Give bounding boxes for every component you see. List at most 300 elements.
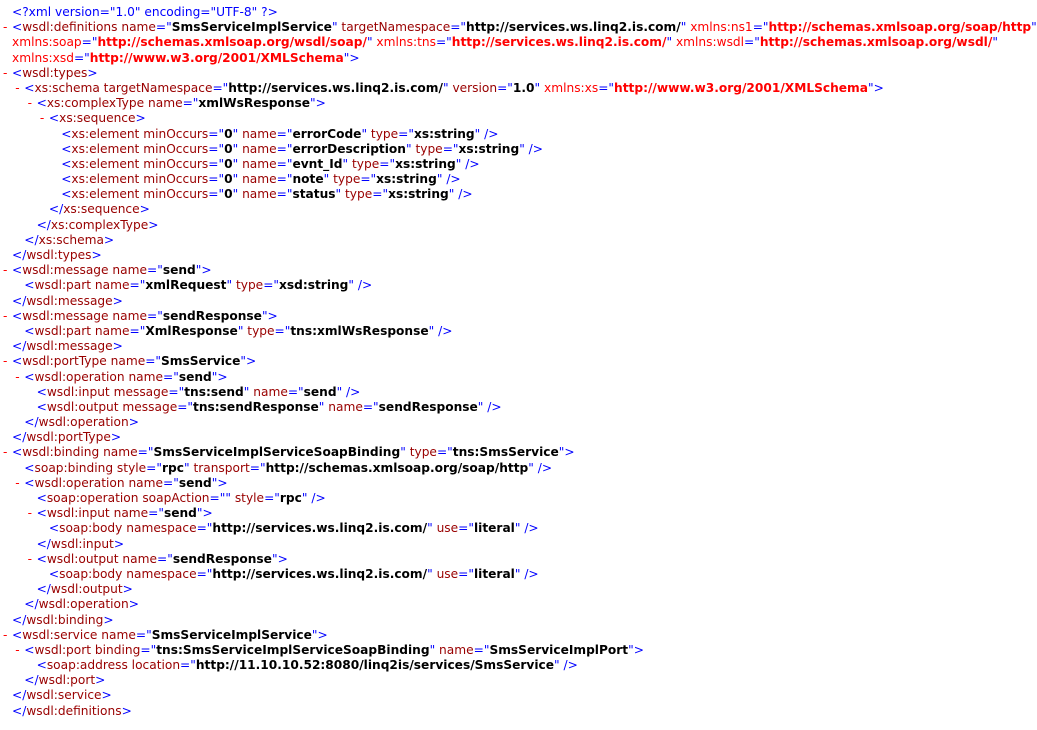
xml-token-q: " bbox=[666, 35, 673, 50]
xml-token-b: < bbox=[36, 491, 47, 505]
xml-token-an: name bbox=[91, 278, 130, 293]
xml-token-b: < bbox=[24, 460, 35, 475]
xml-token-b: </ bbox=[24, 597, 39, 612]
xml-token-b: > bbox=[148, 217, 159, 232]
xml-token-q: " bbox=[232, 141, 239, 156]
xml-token-b: > bbox=[103, 232, 115, 247]
xml-token-b: < bbox=[36, 506, 47, 521]
xml-token-eq: =" bbox=[276, 172, 293, 187]
xml-token-b: < bbox=[61, 141, 72, 156]
xml-token-b: > bbox=[103, 612, 114, 627]
xml-token-eq: =" bbox=[196, 566, 213, 581]
xml-line-content bbox=[24, 324, 452, 339]
xml-token-q: " bbox=[436, 172, 443, 187]
xml-line bbox=[0, 5, 1000, 20]
xml-line-content bbox=[37, 506, 213, 521]
xml-line-content bbox=[37, 552, 288, 567]
xml-token-b: > bbox=[217, 369, 228, 384]
xml-token-an: name bbox=[106, 354, 146, 369]
collapse-toggle[interactable]: - bbox=[3, 65, 8, 80]
xml-token-q: " bbox=[427, 566, 433, 581]
xml-line-content bbox=[37, 218, 159, 233]
xml-token-eq: =" bbox=[276, 187, 293, 202]
xml-line-content bbox=[24, 370, 227, 385]
xml-line-content bbox=[12, 339, 123, 354]
xml-token-eq: =" bbox=[450, 20, 467, 35]
xml-token-b: </ bbox=[12, 293, 27, 308]
xml-line bbox=[0, 263, 1000, 278]
xml-token-av: xs:string bbox=[458, 141, 520, 156]
xml-token-b: > bbox=[277, 551, 288, 566]
xml-token-t: xs:schema bbox=[34, 80, 100, 95]
xml-token-an: version bbox=[448, 80, 498, 95]
xml-token-t: xs:complexType bbox=[46, 96, 145, 111]
xml-token-av: evnt_Id bbox=[292, 156, 343, 171]
xml-token-b: </ bbox=[24, 415, 39, 430]
xml-token-eq: =" bbox=[163, 475, 179, 490]
xml-token-t: wsdl:binding bbox=[26, 612, 104, 627]
xml-token-b: > bbox=[873, 80, 884, 95]
xml-line-content bbox=[37, 537, 124, 552]
xml-token-an: type bbox=[329, 172, 361, 187]
xml-line-content bbox=[24, 643, 644, 658]
xml-token-b: < bbox=[48, 566, 60, 581]
xml-token-q: " bbox=[336, 384, 343, 399]
xml-token-b: </ bbox=[36, 582, 51, 597]
xml-line bbox=[0, 476, 1000, 491]
xml-token-q: " bbox=[474, 126, 481, 141]
xml-token-b: < bbox=[24, 278, 35, 293]
xml-token-b: /> bbox=[533, 460, 553, 475]
xml-token-b: > bbox=[201, 263, 212, 278]
xml-token-eq: =" bbox=[360, 172, 377, 187]
collapse-toggle[interactable]: - bbox=[3, 20, 8, 35]
xml-token-eq: =" bbox=[362, 399, 379, 414]
xml-token-av: XmlResponse bbox=[145, 323, 238, 338]
xml-token-t: wsdl:input bbox=[46, 384, 110, 399]
xml-token-q: " bbox=[331, 20, 338, 35]
xml-line bbox=[0, 688, 1000, 703]
xml-token-t: xs:element bbox=[71, 141, 140, 156]
xml-token-eq: =" bbox=[137, 445, 154, 460]
xml-token-q: " bbox=[514, 521, 521, 536]
xml-token-t: wsdl:operation bbox=[34, 475, 125, 490]
collapse-toggle[interactable]: - bbox=[27, 551, 32, 566]
xml-token-an: location bbox=[127, 658, 181, 673]
xml-line bbox=[0, 35, 1000, 50]
xml-token-an: name bbox=[238, 187, 277, 202]
xml-line-content bbox=[12, 20, 1037, 35]
xml-line bbox=[0, 324, 1000, 339]
xml-token-b: > bbox=[87, 65, 98, 80]
xml-token-b: < bbox=[36, 551, 47, 566]
xml-token-q: " bbox=[196, 506, 203, 521]
collapse-toggle[interactable]: - bbox=[3, 354, 8, 369]
xml-token-b: < bbox=[61, 172, 72, 187]
xml-token-b: < bbox=[36, 399, 47, 414]
xml-token-b: < bbox=[12, 354, 23, 369]
xml-token-q: " bbox=[243, 384, 250, 399]
xml-token-nsv: http://schemas.xmlsoap.org/soap/http bbox=[768, 20, 1032, 35]
xml-token-eq: =" bbox=[208, 126, 225, 141]
xml-token-an: name bbox=[238, 141, 277, 156]
xml-token-an: name bbox=[118, 551, 157, 566]
xml-token-an: type bbox=[411, 141, 443, 156]
xml-line bbox=[0, 552, 1000, 567]
xml-token-eq: =" bbox=[208, 141, 225, 156]
collapse-toggle[interactable]: - bbox=[15, 642, 20, 657]
xml-line bbox=[0, 567, 1000, 582]
xml-token-eq: =" bbox=[458, 521, 474, 536]
xml-token-b: </ bbox=[24, 673, 39, 688]
xml-token-b: < bbox=[12, 65, 23, 80]
xml-line bbox=[0, 233, 1000, 248]
xml-token-eq: =" bbox=[436, 445, 453, 460]
collapse-toggle[interactable]: - bbox=[3, 308, 8, 323]
xml-token-q: " bbox=[680, 20, 687, 35]
xml-line bbox=[0, 506, 1000, 521]
xml-token-q: " bbox=[427, 521, 433, 536]
xml-line-content bbox=[12, 613, 114, 628]
xml-token-b: </ bbox=[36, 536, 51, 551]
xml-token-an: namespace bbox=[122, 521, 197, 536]
xml-token-q: " bbox=[261, 308, 268, 323]
xml-token-b: < bbox=[12, 627, 23, 642]
collapse-toggle[interactable]: - bbox=[27, 506, 32, 521]
xml-token-q: " bbox=[183, 460, 190, 475]
xml-token-q: " bbox=[232, 126, 239, 141]
xml-token-eq: =" bbox=[264, 491, 280, 505]
xml-token-an: targetNamespace bbox=[99, 80, 213, 95]
xml-token-t: soap:address bbox=[46, 658, 128, 673]
xml-line bbox=[0, 415, 1000, 430]
xml-token-b: < bbox=[24, 475, 35, 490]
xml-line-content bbox=[61, 187, 472, 202]
xml-token-an: name bbox=[249, 384, 288, 399]
xml-line-content bbox=[12, 294, 123, 309]
xml-token-b: > bbox=[564, 445, 575, 460]
xml-token-eq: =" bbox=[379, 156, 396, 171]
xml-line-content bbox=[12, 688, 112, 703]
xml-token-nsv: http://schemas.xmlsoap.org/wsdl/ bbox=[759, 35, 993, 50]
xml-token-q: " bbox=[1031, 20, 1037, 35]
collapse-toggle[interactable]: - bbox=[15, 80, 20, 95]
xml-token-eq: =" bbox=[442, 141, 459, 156]
xml-token-t: wsdl:input bbox=[50, 536, 114, 551]
xml-token-q: " bbox=[232, 172, 239, 187]
xml-line bbox=[0, 294, 1000, 309]
xml-token-t: xs:element bbox=[71, 156, 140, 171]
xml-token-av: send bbox=[178, 369, 212, 384]
xml-token-eq: =" bbox=[155, 20, 172, 35]
xml-token-av: xsd:string bbox=[279, 278, 349, 293]
collapse-toggle[interactable]: - bbox=[27, 96, 32, 111]
xml-line bbox=[0, 142, 1000, 157]
xml-token-eq: =" bbox=[81, 35, 98, 50]
xml-token-b: > bbox=[135, 111, 146, 126]
xml-token-an: type bbox=[243, 323, 275, 338]
xml-token-q: " bbox=[405, 141, 412, 156]
xml-token-eq: =" bbox=[208, 187, 225, 202]
xml-line-content bbox=[24, 673, 105, 688]
xml-token-t: wsdl:service bbox=[26, 688, 102, 703]
xml-token-b: < bbox=[24, 369, 35, 384]
xml-token-an: minOccurs bbox=[139, 126, 209, 141]
xml-token-t: wsdl:message bbox=[22, 308, 109, 323]
xml-token-b: </ bbox=[12, 688, 27, 703]
xml-line bbox=[0, 51, 1000, 66]
xml-line bbox=[0, 597, 1000, 612]
xml-token-b: </ bbox=[12, 612, 27, 627]
xml-token-b: /> bbox=[434, 323, 453, 338]
xml-token-b: > bbox=[113, 536, 125, 551]
xml-token-eq: =" bbox=[287, 384, 304, 399]
xml-line-content bbox=[12, 704, 132, 719]
xml-token-t: soap:binding bbox=[34, 460, 114, 475]
xml-line-content bbox=[24, 476, 227, 491]
xml-token-b: > bbox=[315, 96, 326, 111]
xml-token-b: > bbox=[633, 642, 644, 657]
xml-token-av: 0 bbox=[224, 126, 233, 141]
xml-token-an: message bbox=[109, 384, 169, 399]
xml-token-q: " bbox=[211, 369, 218, 384]
xml-token-nsn: xmlns:xs bbox=[540, 80, 599, 95]
xml-token-q: " bbox=[271, 551, 278, 566]
xml-token-b: > bbox=[246, 354, 257, 369]
xml-token-av: SmsServiceImplServiceSoapBinding bbox=[153, 445, 401, 460]
xml-token-av: tns:send bbox=[184, 384, 244, 399]
xml-line-content bbox=[12, 66, 98, 81]
xml-line bbox=[0, 445, 1000, 460]
xml-token-t: wsdl:definitions bbox=[26, 703, 122, 718]
xml-token-nsn: xmlns:xsd bbox=[12, 50, 74, 65]
xml-line-content bbox=[37, 385, 361, 400]
xml-token-nsv: http://www.w3.org/2001/XMLSchema bbox=[89, 50, 344, 65]
xml-token-b: /> bbox=[480, 126, 499, 141]
xml-token-av: xs:string bbox=[376, 172, 437, 187]
xml-token-an: style bbox=[113, 460, 147, 475]
xml-token-b: < bbox=[36, 384, 47, 399]
xml-token-av: SmsServiceImplService bbox=[151, 627, 312, 642]
xml-token-b: /> bbox=[524, 141, 543, 156]
xml-token-eq: =" bbox=[148, 506, 164, 521]
xml-token-eq: =" bbox=[196, 521, 213, 536]
xml-line bbox=[0, 66, 1000, 81]
xml-token-b: < bbox=[36, 96, 47, 111]
xml-line bbox=[0, 537, 1000, 552]
xml-token-nsv: http://services.ws.linq2.is.com/ bbox=[451, 35, 667, 50]
xml-token-eq: =" bbox=[177, 399, 194, 414]
xml-token-b: /> bbox=[520, 521, 539, 536]
xml-token-pi: <?xml version="1.0" encoding="UTF-8" ?> bbox=[12, 5, 278, 19]
xml-token-an: minOccurs bbox=[139, 172, 209, 187]
xml-token-eq: =" bbox=[180, 658, 196, 673]
xml-line bbox=[0, 628, 1000, 643]
xml-line-content bbox=[12, 5, 278, 20]
xml-token-av: sendResponse bbox=[378, 399, 478, 414]
xml-line bbox=[0, 309, 1000, 324]
xml-token-eq: =" bbox=[263, 278, 280, 293]
xml-line bbox=[0, 248, 1000, 263]
xml-token-eq: =" bbox=[435, 35, 452, 50]
xml-token-t: wsdl:portType bbox=[26, 430, 111, 445]
xml-token-an: style bbox=[230, 491, 265, 505]
xml-token-q: " bbox=[240, 354, 247, 369]
xml-line bbox=[0, 643, 1000, 658]
xml-token-an: minOccurs bbox=[139, 141, 209, 156]
xml-token-q: " bbox=[477, 399, 484, 414]
xml-line bbox=[0, 278, 1000, 293]
xml-token-an: targetNamespace bbox=[337, 20, 451, 35]
xml-token-t: wsdl:port bbox=[38, 673, 96, 688]
xml-token-q: " bbox=[366, 35, 373, 50]
xml-token-b: /> bbox=[442, 172, 461, 187]
xml-token-eq: =" bbox=[73, 50, 90, 65]
xml-token-t: wsdl:service bbox=[22, 627, 98, 642]
xml-line-content bbox=[24, 461, 552, 476]
xml-line-content bbox=[61, 142, 543, 157]
xml-token-b: < bbox=[24, 642, 35, 657]
collapse-toggle[interactable]: - bbox=[15, 475, 20, 490]
xml-token-b: < bbox=[12, 308, 23, 323]
xml-token-q: " bbox=[311, 627, 318, 642]
xml-line-content bbox=[24, 81, 884, 96]
xml-token-t: wsdl:portType bbox=[22, 354, 107, 369]
xml-token-eq: =" bbox=[208, 172, 225, 187]
xml-token-an: type bbox=[341, 187, 373, 202]
xml-token-av: tns:sendResponse bbox=[193, 399, 319, 414]
collapse-toggle[interactable]: - bbox=[15, 369, 20, 384]
xml-line bbox=[0, 157, 1000, 172]
xml-token-eq: =" bbox=[146, 308, 163, 323]
xml-line-content bbox=[37, 491, 326, 506]
xml-token-t: wsdl:definitions bbox=[22, 20, 118, 35]
xml-line bbox=[0, 673, 1000, 688]
xml-token-b: < bbox=[61, 156, 72, 171]
xml-line bbox=[0, 20, 1037, 35]
collapse-toggle[interactable]: - bbox=[3, 263, 8, 278]
xml-line bbox=[0, 582, 1000, 597]
xml-token-eq: =" bbox=[598, 80, 615, 95]
xml-token-t: soap:operation bbox=[46, 491, 139, 505]
xml-token-b: > bbox=[317, 627, 328, 642]
xml-line-content bbox=[24, 278, 372, 293]
xml-token-nsn: xmlns:soap bbox=[12, 35, 82, 50]
xml-token-eq: =" bbox=[146, 263, 163, 278]
collapse-toggle[interactable]: - bbox=[39, 111, 45, 126]
xml-token-b: < bbox=[48, 521, 60, 536]
xml-token-av: xs:string bbox=[388, 187, 449, 202]
xml-line-content bbox=[12, 445, 575, 460]
xml-line bbox=[0, 96, 1000, 111]
xml-line-content bbox=[37, 582, 133, 597]
xml-line bbox=[0, 704, 1000, 719]
xml-line-content bbox=[12, 430, 121, 445]
xml-token-an: use bbox=[432, 521, 459, 536]
xml-token-q: " bbox=[628, 642, 634, 657]
xml-line-content bbox=[12, 354, 256, 369]
xml-token-nsn: xmlns:wsdl bbox=[672, 35, 745, 50]
xml-token-b: </ bbox=[12, 703, 27, 718]
xml-token-av: tns:xmlWsResponse bbox=[290, 323, 429, 338]
xml-token-b: > bbox=[202, 506, 213, 521]
xml-token-b: < bbox=[36, 658, 47, 673]
xml-line bbox=[0, 613, 1000, 628]
xml-token-b: < bbox=[24, 323, 35, 338]
xml-token-eq: =" bbox=[163, 369, 179, 384]
xml-token-q: " bbox=[448, 187, 455, 202]
xml-token-an: name bbox=[99, 445, 138, 460]
xml-token-t: soap:body bbox=[59, 566, 123, 581]
xml-token-an: name bbox=[238, 156, 277, 171]
xml-token-t: wsdl:output bbox=[50, 582, 123, 597]
xml-token-av: send bbox=[178, 475, 212, 490]
xml-token-an: soapAction bbox=[138, 491, 210, 505]
xml-token-q: " bbox=[558, 445, 565, 460]
xml-token-av: rpc bbox=[162, 460, 184, 475]
xml-token-b: /> bbox=[307, 491, 326, 505]
xml-token-eq: =" bbox=[212, 80, 229, 95]
xml-line bbox=[0, 202, 1000, 217]
xml-line bbox=[0, 400, 1000, 415]
xml-token-q: " bbox=[428, 323, 435, 338]
xml-line bbox=[0, 521, 1000, 536]
collapse-toggle[interactable]: - bbox=[3, 627, 8, 642]
xml-token-av: 0 bbox=[224, 156, 233, 171]
xml-token-av: http://schemas.xmlsoap.org/soap/http bbox=[265, 460, 529, 475]
xml-token-av: xs:string bbox=[395, 156, 456, 171]
xml-token-q: " bbox=[226, 278, 233, 293]
xml-token-b: > bbox=[91, 248, 102, 262]
xml-token-eq: =" bbox=[249, 460, 266, 475]
xml-token-av: 0 bbox=[224, 187, 233, 202]
xml-token-q: " bbox=[348, 278, 355, 293]
xml-line bbox=[0, 127, 1000, 142]
xml-token-t: wsdl:binding bbox=[22, 445, 100, 460]
xml-token-q: " bbox=[301, 491, 308, 505]
xml-token-q: " bbox=[528, 460, 534, 475]
xml-token-an: name bbox=[108, 263, 147, 278]
xml-token-b: < bbox=[24, 80, 35, 95]
xml-token-an: minOccurs bbox=[139, 187, 209, 202]
xml-line bbox=[0, 658, 1000, 673]
collapse-toggle[interactable]: - bbox=[3, 445, 8, 460]
xml-line-content bbox=[24, 415, 139, 430]
xml-line bbox=[0, 461, 1000, 476]
xml-token-t: wsdl:operation bbox=[38, 597, 129, 612]
xml-token-t: xs:element bbox=[71, 126, 140, 141]
xml-token-an: name bbox=[124, 369, 164, 384]
xml-token-t: xs:element bbox=[71, 187, 140, 202]
xml-token-b: > bbox=[112, 293, 123, 308]
xml-token-av: http://services.ws.linq2.is.com/ bbox=[212, 566, 428, 581]
xml-line-content bbox=[24, 597, 139, 612]
xml-token-an: namespace bbox=[122, 566, 197, 581]
xml-token-t: wsdl:operation bbox=[34, 369, 125, 384]
xml-token-eq: =" bbox=[135, 627, 152, 642]
xml-token-eq: =" bbox=[497, 80, 513, 95]
xml-token-av: SmsServiceImplService bbox=[171, 20, 332, 35]
xml-token-nsn: xmlns:ns1 bbox=[686, 20, 753, 35]
xml-token-q: " bbox=[342, 156, 349, 171]
xml-token-q: " bbox=[429, 642, 436, 657]
xml-token-eq: =" bbox=[129, 278, 146, 293]
xml-line-content bbox=[49, 567, 539, 582]
xml-token-eq: =" bbox=[140, 642, 157, 657]
xml-token-an: name bbox=[144, 96, 183, 111]
xml-token-av: send bbox=[162, 263, 196, 278]
xml-token-b: </ bbox=[36, 217, 51, 232]
